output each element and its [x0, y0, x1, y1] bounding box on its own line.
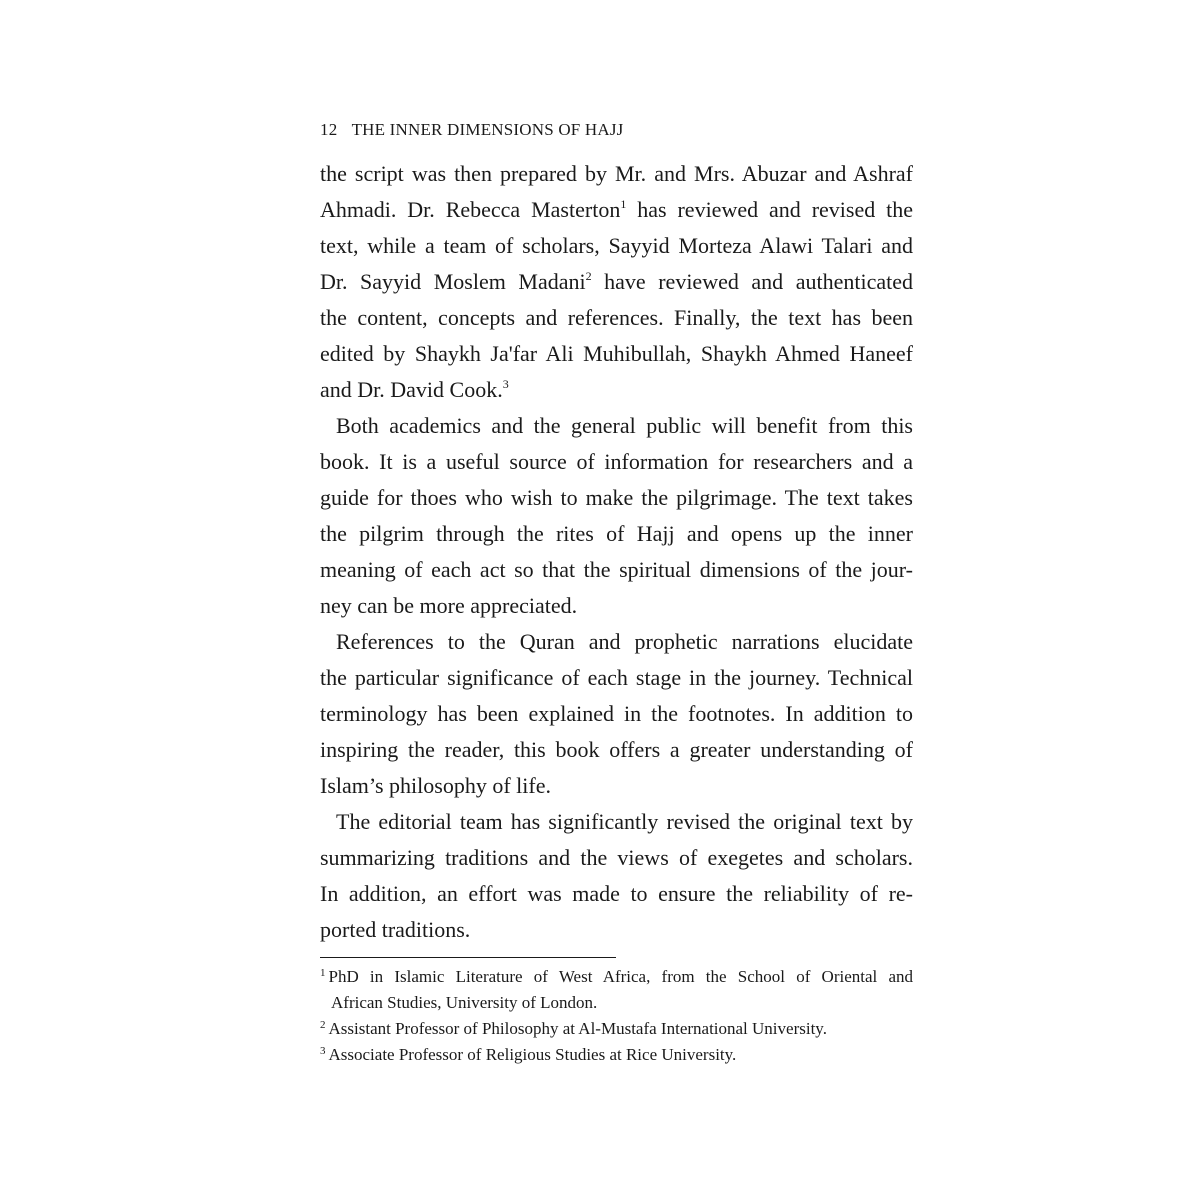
- footnote-line: $^2$ Assistant Professor of Philosophy at Al-Mustafa International University.: [320, 1019, 827, 1038]
- text-line: Both academics and the general public will benefit from this: [336, 413, 913, 438]
- paragraph: [320, 156, 913, 408]
- running-head: [320, 118, 913, 142]
- text-line: the content, concepts and references. Finally, the text has been: [320, 305, 913, 330]
- text-line: the pilgrim through the rites of Hajj and opens up the inner: [320, 521, 913, 546]
- footnote-mark: 1: [320, 967, 326, 979]
- text-line: edited by Shaykh Ja'far Ali Muhibullah, Shaykh Ahmed Haneef: [320, 341, 913, 366]
- page-number: 12: [320, 120, 338, 139]
- footnote: [320, 1016, 913, 1042]
- text-line: ney can be more appreciated.: [320, 593, 578, 618]
- text-line: inspiring the reader, this book offers a greater understanding of: [320, 737, 913, 762]
- text-line: References to the Quran and prophetic narrations elucidate: [336, 629, 913, 654]
- text-line: The editorial team has significantly revised the original text by: [336, 809, 913, 834]
- footnote-line: $^1$ PhD in Islamic Literature of West Africa, from the School of Oriental and: [320, 967, 913, 986]
- text-line: text, while a team of scholars, Sayyid Morteza Alawi Talari and: [320, 233, 913, 258]
- footnote-mark: 3: [320, 1045, 326, 1057]
- footnote: [320, 1042, 913, 1068]
- footnote-line: $^3$ Associate Professor of Religious Studies at Rice University.: [320, 1045, 737, 1064]
- book-title: THE INNER DIMENSIONS OF HAJJ: [351, 120, 624, 139]
- paragraph: [320, 408, 913, 624]
- text-line: summarizing traditions and the views of exegetes and scholars.: [320, 845, 913, 870]
- footnotes: [320, 964, 913, 1068]
- paragraph: [320, 624, 913, 804]
- footnote-ref[interactable]: 1: [620, 197, 627, 211]
- text-line: book. It is a useful source of information for researchers and a: [320, 449, 913, 474]
- text-line: the script was then prepared by Mr. and Mrs. Abuzar and Ashraf: [320, 161, 913, 186]
- text-line: In addition, an effort was made to ensure the reliability of re-: [320, 881, 913, 906]
- footnote: [320, 964, 913, 1016]
- text-line: Dr. Sayyid Moslem Madani$^2$ have reviewed and authenticated: [320, 269, 913, 294]
- text-line: meaning of each act so that the spiritual dimensions of the jour-: [320, 557, 913, 582]
- footnote-mark: 2: [320, 1019, 326, 1031]
- footnote-divider: [320, 957, 616, 958]
- book-page: [320, 118, 913, 1068]
- footnote-line: African Studies, University of London.: [331, 993, 598, 1012]
- text-line: Ahmadi. Dr. Rebecca Masterton$^1$ has reviewed and revised the: [320, 197, 914, 222]
- body-text: [320, 156, 913, 948]
- text-line: guide for thoes who wish to make the pilgrimage. The text takes: [320, 485, 913, 510]
- footnote-ref[interactable]: 3: [502, 377, 509, 391]
- text-line: ported traditions.: [320, 917, 471, 942]
- footnote-ref[interactable]: 2: [585, 269, 592, 283]
- text-line: the particular significance of each stage in the journey. Technical: [320, 665, 913, 690]
- text-line: terminology has been explained in the footnotes. In addition to: [320, 701, 913, 726]
- text-line: and Dr. David Cook.$^3$: [320, 377, 509, 402]
- paragraph: [320, 804, 913, 948]
- text-line: Islam’s philosophy of life.: [320, 773, 551, 798]
